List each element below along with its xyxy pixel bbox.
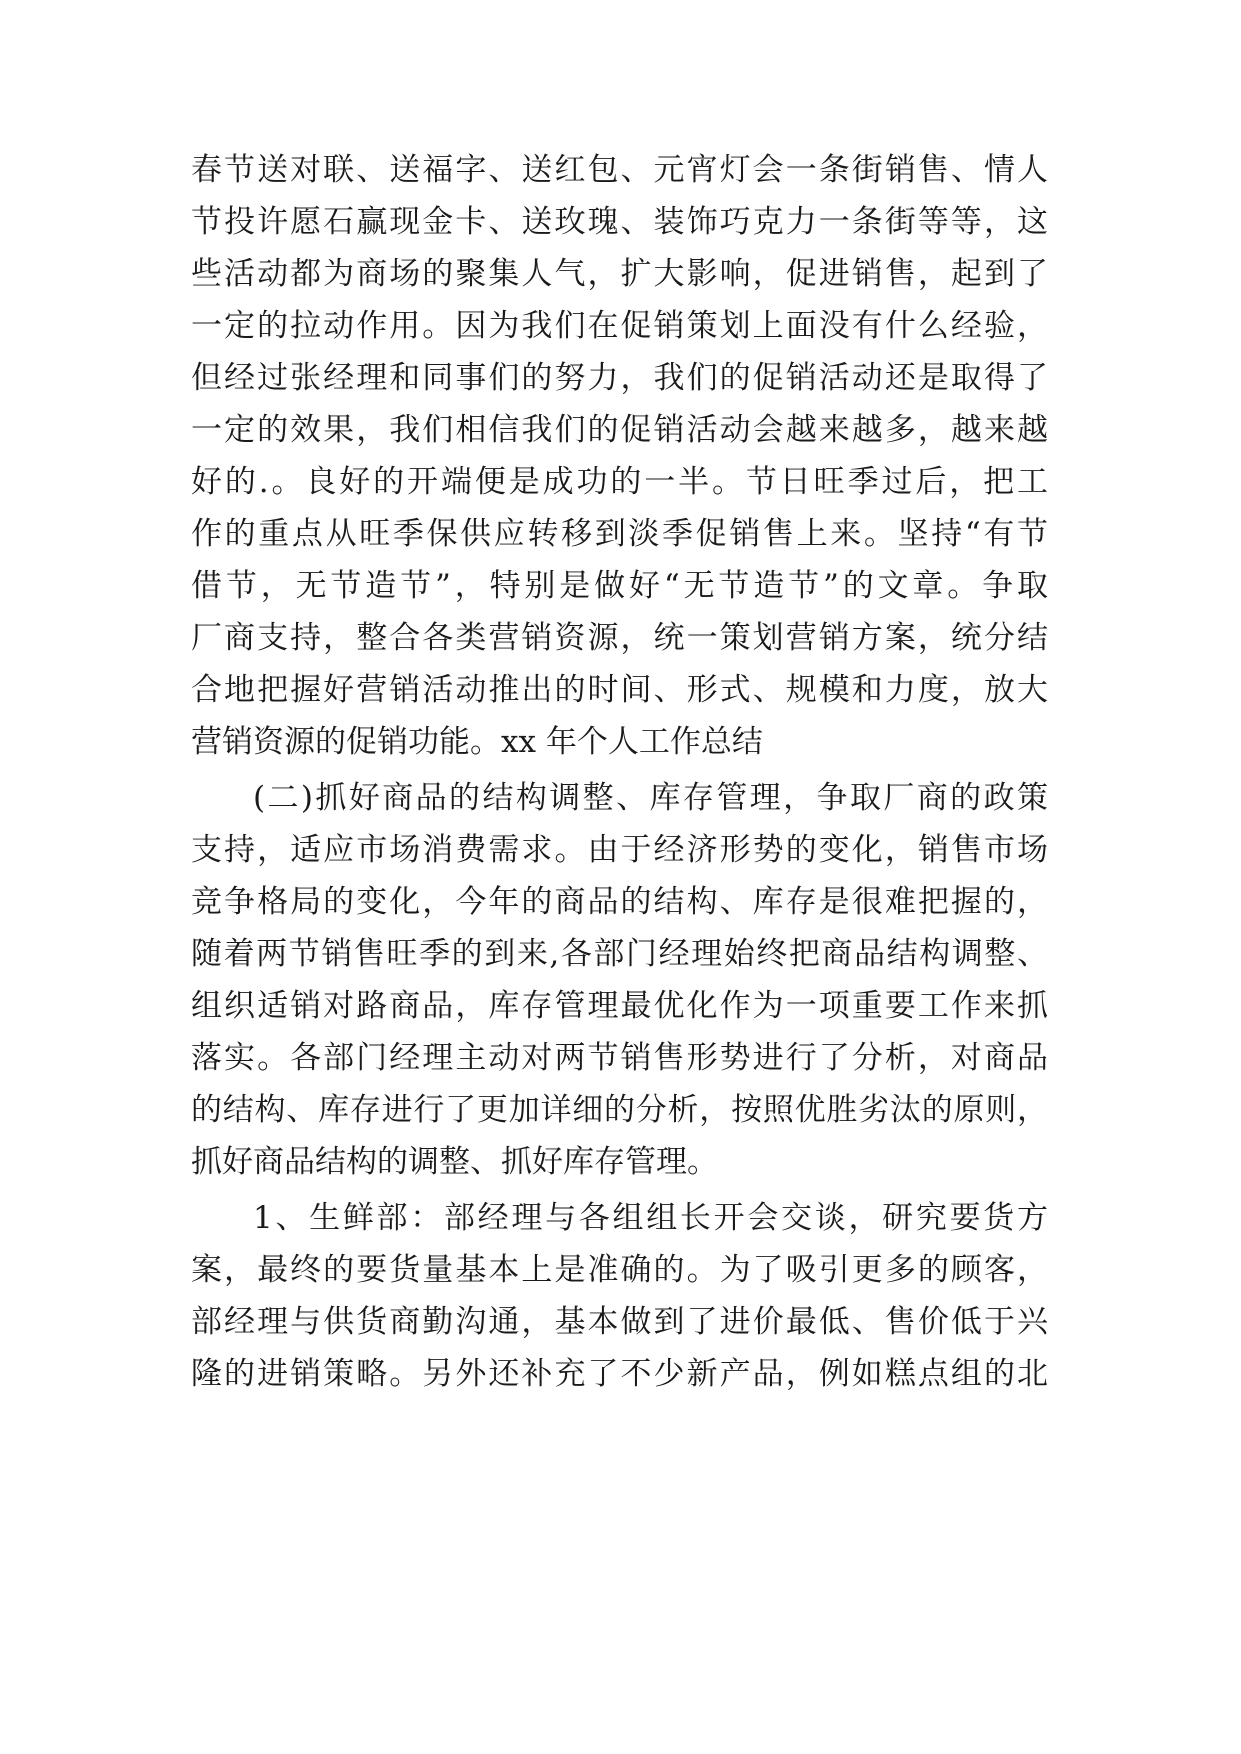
text-line: 节投许愿石赢现金卡、送玫瑰、装饰巧克力一条街等等，这 xyxy=(191,204,1048,240)
text-line: 厂商支持，整合各类营销资源，统一策划营销方案，统分结 xyxy=(191,620,1048,656)
text-line: 一定的效果，我们相信我们的促销活动会越来越多，越来越 xyxy=(191,412,1048,448)
text-line: 借节，无节造节”，特别是做好“无节造节”的文章。争取 xyxy=(191,568,1048,604)
text-line: 竞争格局的变化，今年的商品的结构、库存是很难把握的， xyxy=(191,884,1048,920)
text-line: (二)抓好商品的结构调整、库存管理，争取厂商的政策 xyxy=(253,780,1048,816)
text-line: 好的.。良好的开端便是成功的一半。节日旺季过后，把工 xyxy=(191,464,1048,500)
text-line: 隆的进销策略。另外还补充了不少新产品，例如糕点组的北 xyxy=(191,1356,1048,1392)
text-line: 案，最终的要货量基本上是准确的。为了吸引更多的顾客， xyxy=(191,1252,1048,1288)
text-line: 一定的拉动作用。因为我们在促销策划上面没有什么经验， xyxy=(191,308,1048,344)
text-line: 随着两节销售旺季的到来,各部门经理始终把商品结构调整、 xyxy=(191,936,1048,972)
text-line: 1、生鲜部：部经理与各组组长开会交谈，研究要货方 xyxy=(253,1200,1048,1236)
text-line: 的结构、库存进行了更加详细的分析，按照优胜劣汰的原则， xyxy=(191,1092,1048,1128)
text-line: 组织适销对路商品，库存管理最优化作为一项重要工作来抓 xyxy=(191,988,1048,1024)
text-line: 落实。各部门经理主动对两节销售形势进行了分析，对商品 xyxy=(191,1040,1048,1076)
text-line: 合地把握好营销活动推出的时间、形式、规模和力度，放大 xyxy=(191,672,1048,708)
text-line: 支持，适应市场消费需求。由于经济形势的变化，销售市场 xyxy=(191,832,1048,868)
text-line: 些活动都为商场的聚集人气，扩大影响，促进销售，起到了 xyxy=(191,256,1048,292)
text-line: 但经过张经理和同事们的努力，我们的促销活动还是取得了 xyxy=(191,360,1048,396)
text-line: 部经理与供货商勤沟通，基本做到了进价最低、售价低于兴 xyxy=(191,1304,1048,1340)
text-line: 作的重点从旺季保供应转移到淡季促销售上来。坚持“有节 xyxy=(191,516,1048,552)
text-line: 抓好商品结构的调整、抓好库存管理。 xyxy=(191,1144,718,1180)
text-line: 营销资源的促销功能。xx 年个人工作总结 xyxy=(191,724,763,760)
text-line: 春节送对联、送福字、送红包、元宵灯会一条街销售、情人 xyxy=(191,152,1048,188)
